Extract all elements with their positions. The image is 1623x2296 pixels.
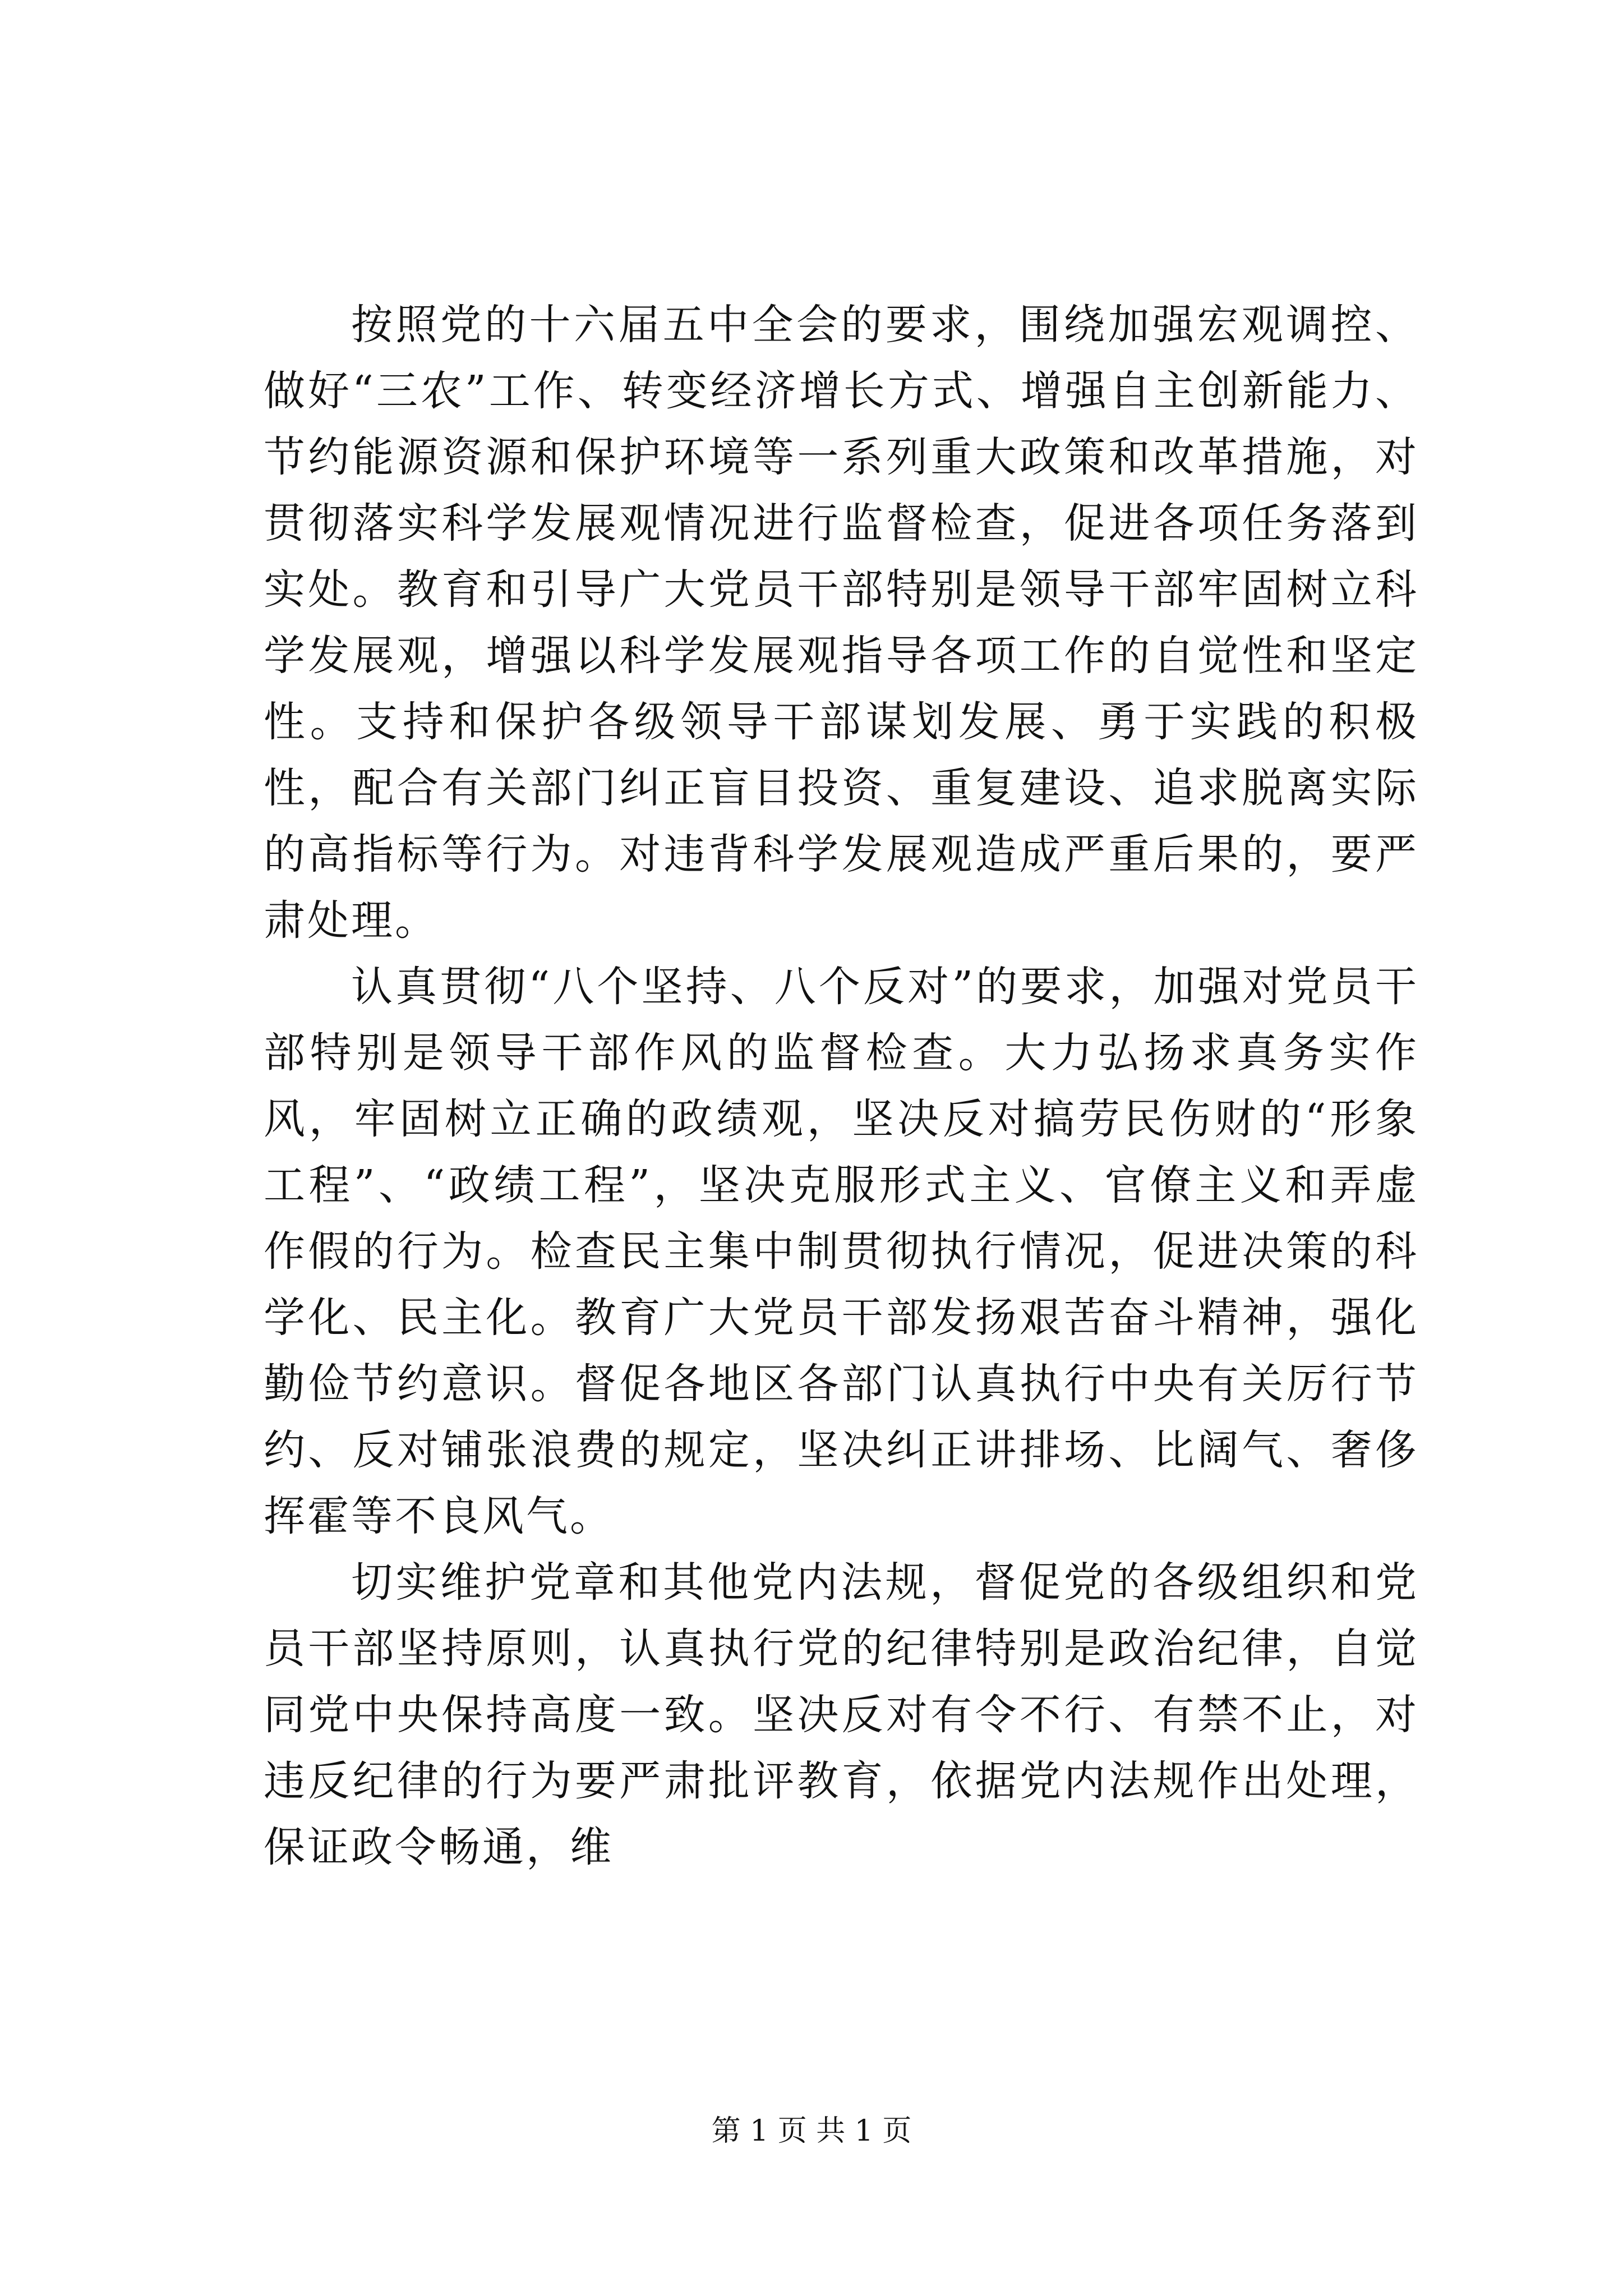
paragraph-1: 按照党的十六届五中全会的要求，围绕加强宏观调控、做好“三农”工作、转变经济增长方式、增强自主创新能力、节约能源资源和保护环境等一系列重大政策和改革措施，对贯彻落实科学发展观情况进行监督检查，促进各项任务落到实处。教育和引导广大党员干部特别是领导干部牢固树立科学发展观，增强以科学发展观指导各项工作的自觉性和坚定性。支持和保护各级领导干部谋划发展、勇于实践的积极性，配合有关部门纠正盲目投资、重复建设、追求脱离实际的高指标等行为。对违背科学发展观造成严重后果的，要严肃处理。	[264, 301, 1419, 945]
page-footer	[0, 2111, 1623, 2151]
paragraph-2: 认真贯彻“八个坚持、八个反对”的要求，加强对党员干部特别是领导干部作风的监督检查。大力弘扬求真务实作风，牢固树立正确的政绩观，坚决反对搞劳民伤财的“形象工程”、“政绩工程”，坚决克服形式主义、官僚主义和弄虚作假的行为。检查民主集中制贯彻执行情况，促进决策的科学化、民主化。教育广大党员干部发扬艰苦奋斗精神，强化勤俭节约意识。督促各地区各部门认真执行中央有关厉行节约、反对铺张浪费的规定，坚决纠正讲排场、比阔气、奢侈挥霍等不良风气。	[264, 963, 1419, 1540]
paragraph-3: 切实维护党章和其他党内法规，督促党的各级组织和党员干部坚持原则，认真执行党的纪律特别是政治纪律，自觉同党中央保持高度一致。坚决反对有令不行、有禁不止，对违反纪律的行为要严肃批评教育，依据党内法规作出处理，保证政令畅通，维	[264, 1558, 1419, 1871]
document-body	[264, 292, 1419, 1880]
page-number-label: 第 1 页 共 1 页	[711, 2114, 912, 2148]
